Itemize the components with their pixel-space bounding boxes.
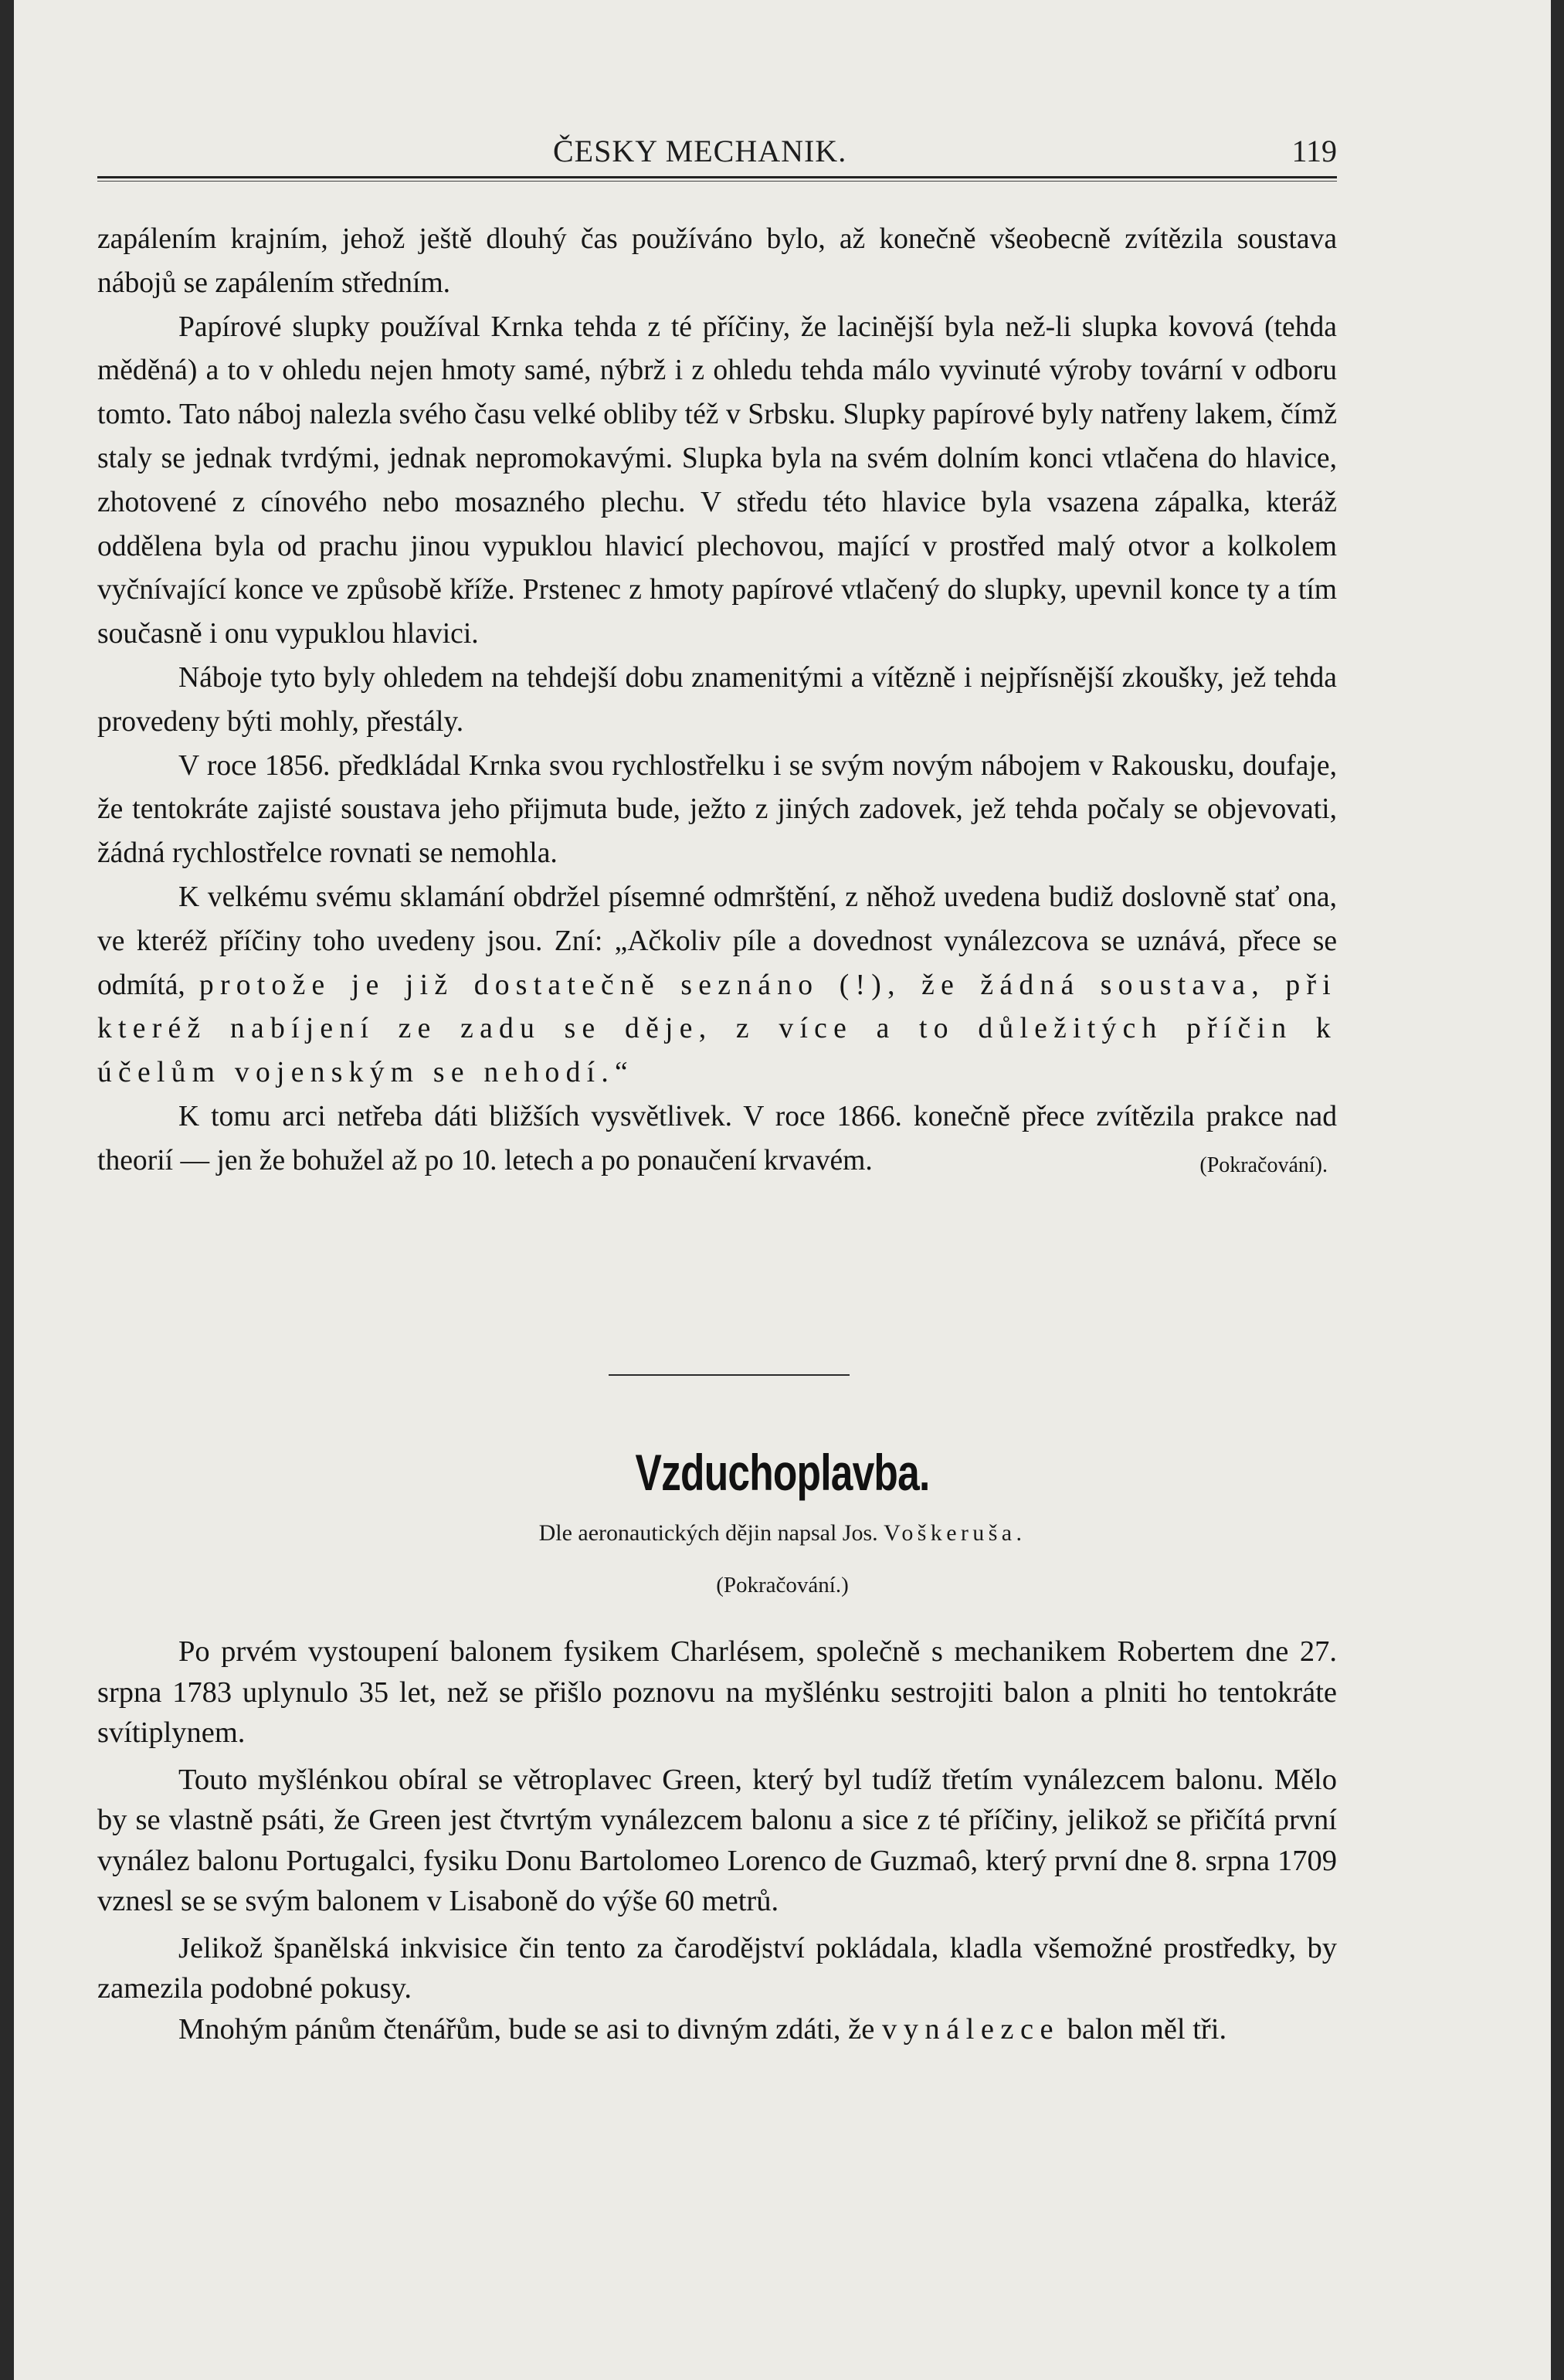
paragraph: Touto myšlénkou obíral se větroplavec Green, který byl tudíž třetím vynálezcem balonu. Mělo by se vlastně psáti, že Green jest čtvrtým vynálezcem balonu a sice z té příčiny, jelikož se přičítá první vynález balonu Portugalci, fysiku Donu Bartolomeo Lorenco de Guzmaô, který první dne 8. srpna 1709 vznesl se se svým balonem v Lisaboně do výše 60 metrů.	[97, 1763, 1337, 1917]
paragraph: zapálením krajním, jehož ještě dlouhý čas používáno bylo, až konečně všeobecně zvítězila soustava nábojů se zapálením středním.	[97, 223, 1337, 299]
running-title: ČESKY MECHANIK.	[553, 134, 847, 168]
paragraph	[97, 1095, 1337, 1183]
paragraph-text: balon měl tři.	[1067, 2012, 1227, 2046]
paragraph: V roce 1856. předkládal Krnka svou rychlostřelku i se svým novým nábojem v Rakousku, doufaje, že tentokráte zajisté soustava jeho přijmuta bude, ježto z jiných zadovek, jež tehda počaly se objevovati, žádná rychlostřelce rovnati se nemohla.	[97, 749, 1337, 870]
paragraph: Jelikož španělská inkvisice čin tento za čarodějství pokládala, kladla všemožné prostředky, by zamezila podobné pokusy.	[97, 1931, 1337, 2005]
section-divider	[609, 1374, 850, 1376]
book-page	[14, 0, 1551, 2380]
paragraph	[97, 876, 1337, 1095]
page-header	[97, 133, 1337, 179]
paragraph	[97, 2009, 1337, 2050]
byline-author: Voškeruša.	[884, 1520, 1026, 1546]
paragraph-text: K velkému svému sklamání obdržel písemné odmrštění, z něhož uvedena budiž doslovně stať ona, ve kteréž příčiny toho uvedeny jsou. Zní: „Ačkoliv píle a dovednost vynálezcova se uznává, přece se odmítá,	[97, 881, 1337, 1001]
page-number: 119	[1291, 134, 1337, 168]
continuation-note: (Pokračování.)	[716, 1573, 849, 1597]
article-body	[97, 1631, 1337, 2056]
paragraph-text: Mnohým pánům čtenářům, bude se asi to divným zdáti, že	[178, 2012, 875, 2046]
emphasized-word: vynálezce	[881, 2012, 1060, 2046]
article-continuation	[97, 218, 1337, 1188]
section-title: Vzduchoplavba.	[635, 1444, 930, 1501]
paragraph: Náboje tyto byly ohledem na tehdejší dobu znamenitými a vítězně i nejpřísnější zkoušky, jež tehda provedeny býti mohly, přestály.	[97, 661, 1337, 738]
byline-prefix: Dle aeronautických dějin napsal Jos.	[538, 1520, 878, 1546]
paragraph: Papírové slupky používal Krnka tehda z té příčiny, že lacinější byla než-li slupka kovová (tehda měděná) a to v ohledu nejen hmoty samé, nýbrž i z ohledu tehda málo vyvinuté výroby tovární v odboru tomto. Tato náboj nalezla svého času velké obliby též v Srbsku. Slupky papírové byly natřeny lakem, čímž staly se jednak tvrdými, jednak nepromokavými. Slupka byla na svém dolním konci vtlačena do hlavice, zhotovené z cínového nebo mosazného plechu. V středu této hlavice byla vsazena zápalka, kteráž oddělena byla od prachu jinou vypuklou hlavicí plechovou, mající v prostřed malý otvor a kolkolem vyčnívající konce ve způsobě kříže. Prstenec z hmoty papírové vtlačený do slupky, upevnil konce ty a tím současně i onu vypuklou hlavici.	[97, 311, 1337, 650]
continuation-note: (Pokračování).	[1199, 1153, 1328, 1177]
header-rule	[97, 176, 1337, 182]
paragraph-text: K tomu arci netřeba dáti bližších vysvětlivek. V roce 1866. konečně přece zvítězila prakce nad theorií — jen že bohužel až po 10. letech a po ponaučení krvavém.	[97, 1100, 1337, 1176]
paragraph: Po prvém vystoupení balonem fysikem Charlésem, společně s mechanikem Robertem dne 27. srpna 1783 uplynulo 35 let, než se přišlo poznovu na myšlénku sestrojiti balon a plniti ho tentokráte svítiplynem.	[97, 1635, 1337, 1749]
byline	[14, 1520, 1551, 1546]
quoted-rejection: protože je již dostatečně seznáno (!), že žádná soustava, při kteréž nabíjení ze zadu se děje, z více a to důležitých příčin k účelům vojenským se nehodí.“	[97, 969, 1337, 1089]
